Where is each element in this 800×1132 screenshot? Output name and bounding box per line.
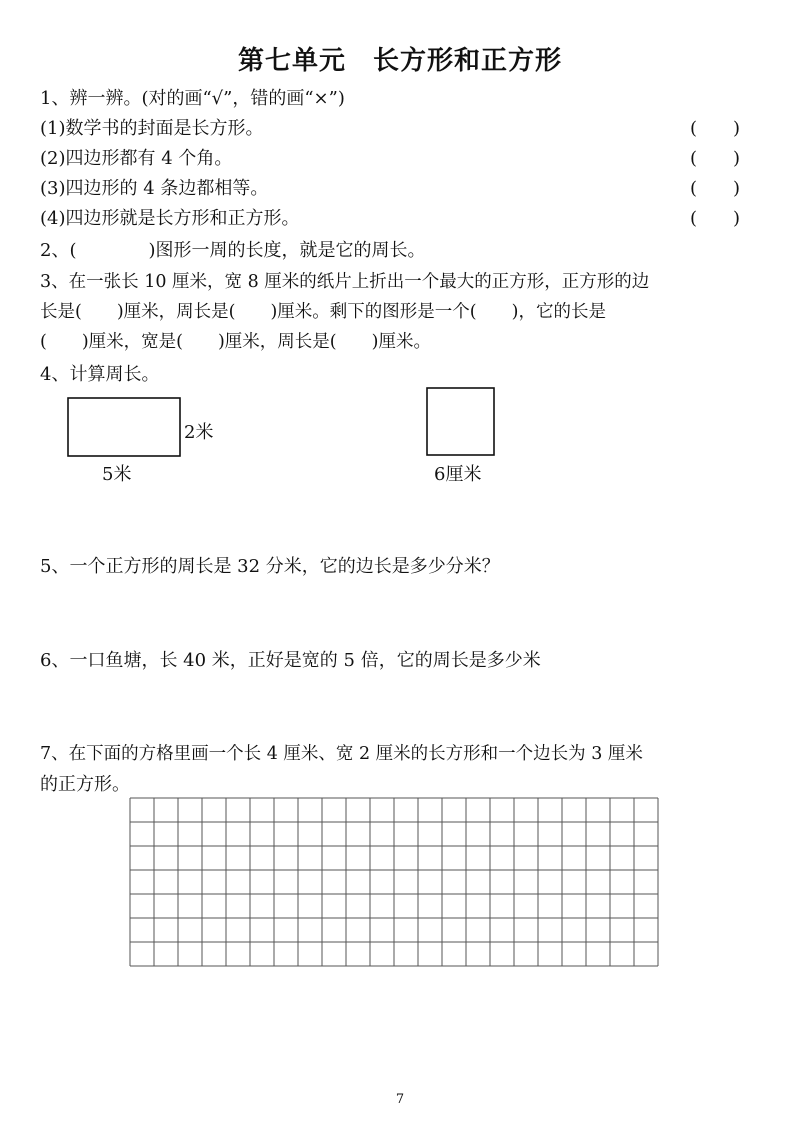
q4-heading: 4、计算周长。 xyxy=(40,364,160,385)
square-side-label: 6厘米 xyxy=(434,464,482,485)
q5-text: 5、一个正方形的周长是 32 分米，它的边长是多少分米？ xyxy=(40,556,500,577)
q2-text: 2、( )图形一周的长度，就是它的周长。 xyxy=(40,240,426,261)
q1-answer-box-2[interactable]: ( ) xyxy=(690,148,741,169)
q1-item-4: (4)四边形就是长方形和正方形。 xyxy=(40,208,300,229)
q7-line-1: 7、在下面的方格里画一个长 4 厘米、宽 2 厘米的长方形和一个边长为 3 厘米 xyxy=(40,744,643,764)
q1-item-3: (3)四边形的 4 条边都相等。 xyxy=(40,178,269,199)
square-figure xyxy=(427,388,494,455)
rectangle-figure xyxy=(68,398,180,456)
rect-width-label: 5米 xyxy=(102,464,132,485)
q1-item-2: (2)四边形都有 4 个角。 xyxy=(40,148,233,169)
q1-heading: 1、辨一辨。(对的画“√”，错的画“×”) xyxy=(40,88,345,109)
q1-item-1: (1)数学书的封面是长方形。 xyxy=(40,118,264,139)
rect-height-label: 2米 xyxy=(184,422,214,443)
q1-answer-box-1[interactable]: ( ) xyxy=(690,118,741,139)
drawing-grid[interactable] xyxy=(0,790,800,970)
q1-answer-box-3[interactable]: ( ) xyxy=(690,178,741,199)
q7-line-2: 的正方形。 xyxy=(40,774,130,795)
q3-line-2: 长是( )厘米，周长是( )厘米。剩下的图形是一个( )，它的长是 xyxy=(40,302,606,322)
page-title: 第七单元 长方形和正方形 xyxy=(237,46,562,76)
q6-text: 6、一口鱼塘，长 40 米，正好是宽的 5 倍，它的周长是多少米 xyxy=(40,650,541,671)
page-number: 7 xyxy=(395,1092,405,1107)
q1-answer-box-4[interactable]: ( ) xyxy=(690,208,741,229)
q3-line-3: ( )厘米，宽是( )厘米，周长是( )厘米。 xyxy=(40,332,431,352)
q3-line-1: 3、在一张长 10 厘米，宽 8 厘米的纸片上折出一个最大的正方形，正方形的边 xyxy=(40,272,650,292)
